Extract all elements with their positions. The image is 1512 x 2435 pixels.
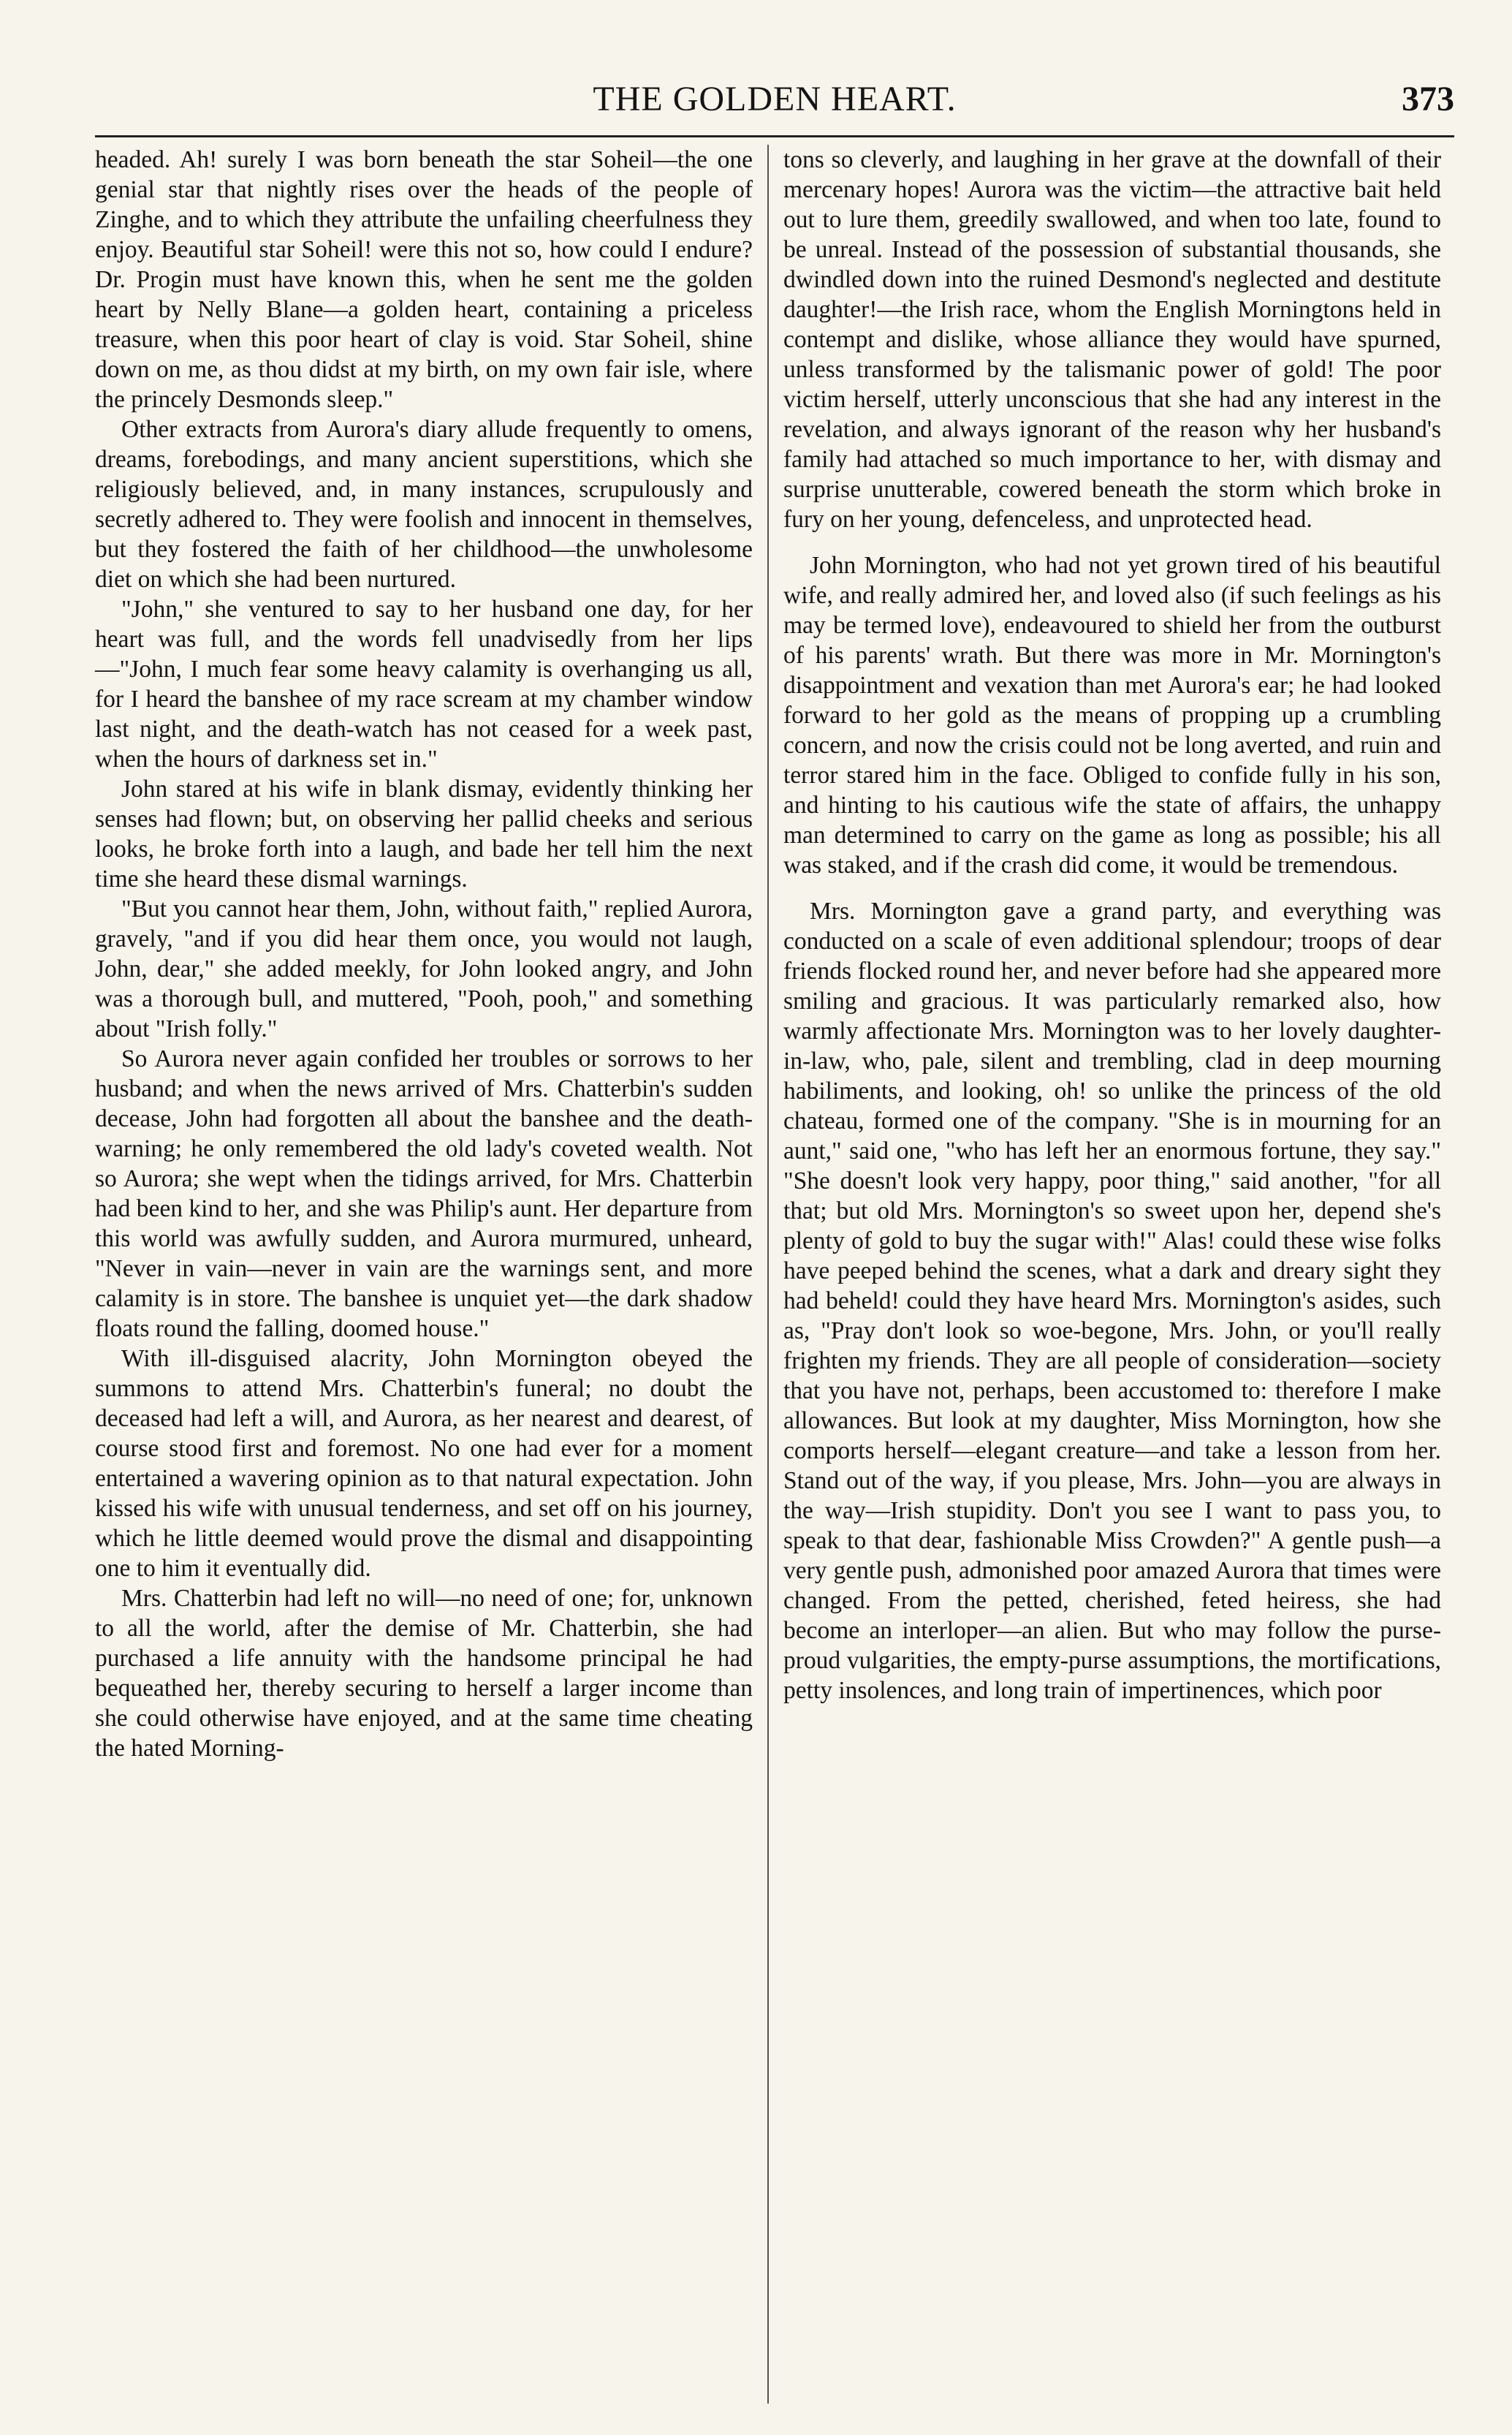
paragraph: Other extracts from Aurora's diary allude frequently to omens, dreams, forebodings, and many ancient superstitions, which she religiously believed, and, in many instances, scrupulously and secretly adhered to. They were foolish and innocent in themselves, but they fostered the faith of her childhood—the unwholesome diet on which she had been nurtured. [95,416,753,593]
paragraph: "But you cannot hear them, John, without faith," replied Aurora, gravely, "and if you did hear them once, you would not laugh, John, dear," she added meekly, for John looked angry, and John was a thorough bull, and muttered, "Pooh, pooh," and something about "Irish folly." [95,895,753,1042]
paragraph: tons so cleverly, and laughing in her grave at the downfall of their mercenary hopes! Aurora was the victim—the attractive bait held out to lure them, greedily swallowed, and when too late, found to be unreal. Instead of the possession of substantial thousands, she dwindled down into the ruined Desmond's neglected and destitute daughter!—the Irish race, whom the English Morningtons held in contempt and dislike, whose alliance they would have spurned, unless transformed by the talismanic power of gold! The poor victim herself, utterly unconscious that she had any interest in the revelation, and always ignorant of the reason why her husband's family had attached so much importance to her, with dismay and surprise unutterable, cowered beneath the storm which broke in fury on her young, defenceless, and unprotected head. [783,146,1441,533]
page-number: 373 [1402,80,1454,118]
running-title: THE GOLDEN HEART. [593,80,957,118]
paragraph: headed. Ah! surely I was born beneath the star Soheil—the one genial star that nightly rises over the heads of the people of Zinghe, and to which they attribute the unfailing cheerfulness they enjoy. Beautiful star Soheil! were this not so, how could I endure? Dr. Progin must have known this, when he sent me the golden heart by Nelly Blane—a golden heart, containing a priceless treasure, when this poor heart of clay is void. Star Soheil, shine down on me, as thou didst at my birth, on my own fair isle, where the princely Desmonds sleep." [95,146,753,413]
column-divider [767,145,769,2404]
right-column [783,145,1441,1705]
page-header [95,79,1454,126]
paragraph: John stared at his wife in blank dismay, evidently thinking her senses had flown; but, on observing her pallid cheeks and serious looks, he broke forth into a laugh, and bade her tell him the next time she heard these dismal warnings. [95,776,753,893]
paragraph: So Aurora never again confided her troubles or sorrows to her husband; and when the news arrived of Mrs. Chatterbin's sudden decease, John had forgotten all about the banshee and the death-warning; he only remembered the old lady's coveted wealth. Not so Aurora; she wept when the tidings arrived, for Mrs. Chatterbin had been kind to her, and she was Philip's aunt. Her departure from this world was awfully sudden, and Aurora murmured, unheard, "Never in vain—never in vain are the warnings sent, and more calamity is in store. The banshee is unquiet yet—the dark shadow floats round the falling, doomed house." [95,1045,753,1342]
left-column [95,145,753,1763]
paragraph: John Mornington, who had not yet grown tired of his beautiful wife, and really admired her, and loved also (if such feelings as his may be termed love), endeavoured to shield her from the outburst of his parents' wrath. But there was more in Mr. Mornington's disappointment and vexation than met Aurora's ear; he had looked forward to her gold as the means of propping up a crumbling concern, and now the crisis could not be long averted, and ruin and terror stared him in the face. Obliged to confide fully in his son, and hinting to his cautious wife the state of affairs, the unhappy man determined to carry on the game as long as possible; his all was staked, and if the crash did come, it would be tremendous. [783,552,1441,879]
header-rule [95,135,1454,137]
paragraph: Mrs. Mornington gave a grand party, and everything was conducted on a scale of even additional splendour; troops of dear friends flocked round her, and never before had she appeared more smiling and gracious. It was particularly remarked also, how warmly affectionate Mrs. Mornington was to her lovely daughter-in-law, who, pale, silent and trembling, clad in deep mourning habiliments, and looking, oh! so unlike the princess of the old chateau, formed one of the company. "She is in mourning for an aunt," said one, "who has left her an enormous fortune, they say." "She doesn't look very happy, poor thing," said another, "for all that; but old Mrs. Mornington's so sweet upon her, depend she's plenty of gold to buy the sugar with!" Alas! could these wise folks have peeped behind the scenes, what a dark and dreary sight they had beheld! could they have heard Mrs. Mornington's asides, such as, "Pray don't look so woe-begone, Mrs. John, or you'll really frighten my friends. They are all people of consideration—society that you have not, perhaps, been accustomed to: therefore I make allowances. But look at my daughter, Miss Mornington, how she comports herself—elegant creature—and take a lesson from her. Stand out of the way, if you please, Mrs. John—you are always in the way—Irish stupidity. Don't you see I want to pass you, to speak to that dear, fashionable Miss Crowden?" A gentle push—a very gentle push, admonished poor amazed Aurora that times were changed. From the petted, cherished, feted heiress, she had become an interloper—an alien. But who may follow the purse-proud vulgarities, the empty-purse assumptions, the mortifications, petty insolences, and long train of impertinences, which poor [783,898,1441,1704]
paragraph: Mrs. Chatterbin had left no will—no need of one; for, unknown to all the world, after the demise of Mr. Chatterbin, she had purchased a life annuity with the handsome principal he had bequeathed her, thereby securing to herself a larger income than she could otherwise have enjoyed, and at the same time cheating the hated Morning- [95,1585,753,1762]
paragraph: "John," she ventured to say to her husband one day, for her heart was full, and the words fell unadvisedly from her lips—"John, I much fear some heavy calamity is overhanging us all, for I heard the banshee of my race scream at my chamber window last night, and the death-watch has not ceased for a week past, when the hours of darkness set in." [95,596,753,773]
paragraph: With ill-disguised alacrity, John Mornington obeyed the summons to attend Mrs. Chatterbin's funeral; no doubt the deceased had left a will, and Aurora, as her nearest and dearest, of course stood first and foremost. No one had ever for a moment entertained a wavering opinion as to that natural expectation. John kissed his wife with unusual tenderness, and set off on his journey, which he little deemed would prove the dismal and disappointing one to him it eventually did. [95,1345,753,1582]
